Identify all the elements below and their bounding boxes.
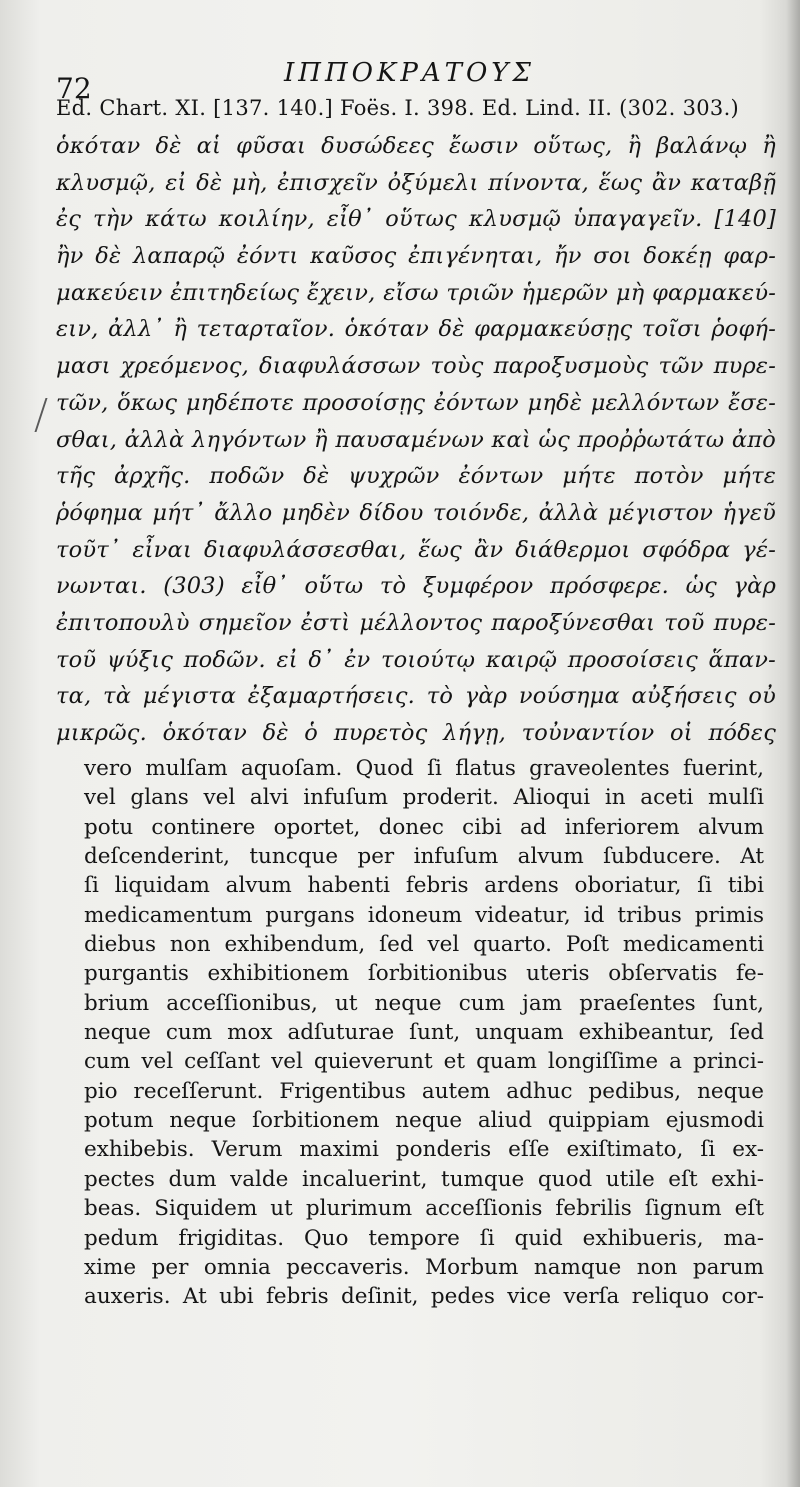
latin-line: deſcenderint, tuncque per infuſum alvum ſubducere. At [84, 844, 764, 870]
latin-line: pedum frigiditas. Quo tempore ſi quid exhibueris, ma- [84, 1225, 764, 1251]
greek-line: σθαι, ἀλλὰ ληγόντων ἢ παυσαμένων καὶ ὡς προῤῥωτάτω ἀπὸ [56, 426, 776, 453]
greek-line: τῶν, ὅκως μηδέποτε προσοίσῃς ἐόντων μηδὲ μελλόντων ἔσε- [56, 389, 776, 416]
page-number: 72 [56, 72, 92, 105]
greek-line: ῥόφημα μήτ᾽ ἄλλο μηδὲν δίδου τοιόνδε, ἀλλὰ μέγιστον ἡγεῦ [56, 499, 776, 526]
latin-line: diebus non exhibendum, ſed vel quarto. Poſt medicamenti [84, 932, 764, 958]
latin-line: exhibebis. Verum maximi ponderis eſſe exiſtimato, ſi ex- [84, 1137, 764, 1163]
latin-line: potu continere oportet, donec cibi ad inferiorem alvum [84, 814, 764, 840]
latin-line: purgantis exhibitionem ſorbitionibus uteris obſervatis fe- [84, 961, 764, 987]
latin-line: potum neque ſorbitionem neque aliud quippiam ejusmodi [84, 1108, 764, 1134]
latin-line: neque cum mox adſuturae ſunt, unquam exhibeantur, ſed [84, 1020, 764, 1046]
margin-mark [34, 398, 57, 432]
greek-line: μικρῶς. ὁκόταν δὲ ὁ πυρετὸς λήγῃ, τοὐναντίον οἱ πόδες [56, 720, 776, 746]
page-header [0, 52, 800, 105]
greek-line: τῆς ἀρχῆς. ποδῶν δὲ ψυχρῶν ἐόντων μήτε ποτὸν μήτε [56, 463, 776, 490]
latin-line: vel glans vel alvi infuſum proderit. Alioqui in aceti mulſi [84, 785, 764, 811]
greek-line: ειν, ἀλλ᾽ ἢ τεταρταῖον. ὁκόταν δὲ φαρμακεύσῃς τοῖσι ῥοφή- [56, 316, 776, 343]
latin-line: brium acceſſionibus, ut neque cum jam praeſentes ſunt, [84, 990, 764, 1016]
greek-line: κλυσμῷ, εἰ δὲ μὴ, ἐπισχεῖν ὀξύμελι πίνοντα, ἕως ἂν καταβῇ [56, 169, 776, 196]
greek-line: μασι χρεόμενος, διαφυλάσσων τοὺς παροξυσμοὺς τῶν πυρε- [56, 353, 776, 380]
greek-line: τοῦ ψύξις ποδῶν. εἰ δ᾽ ἐν τοιούτῳ καιρῷ προσοίσεις ἅπαν- [56, 646, 776, 673]
latin-line: medicamentum purgans idoneum videatur, id tribus primis [84, 902, 764, 928]
greek-line: νωνται. (303) εἶθ᾽ οὕτω τὸ ξυμφέρον πρόσφερε. ὡς γὰρ [56, 573, 776, 600]
greek-line: ἐς τὴν κάτω κοιλίην, εἶθ᾽ οὕτως κλυσμῷ ὑπαγαγεῖν. [140] [56, 206, 776, 233]
latin-line: pectes dum valde incaluerint, tumque quod utile eſt exhi- [84, 1166, 764, 1192]
greek-line: τοῦτ᾽ εἶναι διαφυλάσσεσθαι, ἕως ἂν διάθερμοι σφόδρα γέ- [56, 536, 776, 563]
latin-line: auxeris. At ubi febris deſinit, pedes vice verſa reliquo cor- [84, 1284, 764, 1310]
latin-line: cum vel ceſſant vel quieverunt et quam longiſſime a princi- [84, 1049, 764, 1075]
greek-line: τα, τὰ μέγιστα ἐξαμαρτήσεις. τὸ γὰρ νούσημα αὐξήσεις οὐ [56, 683, 776, 710]
greek-line: ἐπιτοπουλὺ σημεῖον ἐστὶ μέλλοντος παροξύνεσθαι τοῦ πυρε- [56, 609, 776, 636]
latin-line: ſi liquidam alvum habenti febris ardens oboriatur, ſi tibi [84, 873, 764, 899]
greek-line: μακεύειν ἐπιτηδείως ἔχειν, εἴσω τριῶν ἡμερῶν μὴ φαρμακεύ- [56, 279, 776, 306]
latin-line: vero mulſam aquoſam. Quod ſi flatus graveolentes fuerint, [84, 756, 764, 781]
latin-line: xime per omnia peccaveris. Morbum namque non parum [84, 1254, 764, 1280]
running-head: ΙΠΠΟΚΡΑΤΟΥΣ [284, 58, 535, 88]
greek-line: ὁκόταν δὲ αἱ φῦσαι δυσώδεες ἔωσιν οὕτως, ἢ βαλάνῳ ἢ [56, 133, 776, 159]
greek-line: ἢν δὲ λαπαρῷ ἐόντι καῦσος ἐπιγένηται, ἤν σοι δοκέῃ φαρ- [56, 243, 776, 270]
edition-reference-line: Ed. Chart. XI. [137. 140.] Foës. I. 398. Ed. Lind. II. (302. 303.) [56, 96, 740, 120]
latin-translation-block [84, 754, 764, 1312]
latin-line: pio receſſerunt. Frigentibus autem adhuc pedibus, neque [84, 1078, 764, 1104]
page-edge-shadow [786, 0, 800, 1487]
latin-line: beas. Siquidem ut plurimum acceſſionis febrilis ſignum eſt [84, 1196, 764, 1222]
greek-text-block [56, 128, 776, 752]
